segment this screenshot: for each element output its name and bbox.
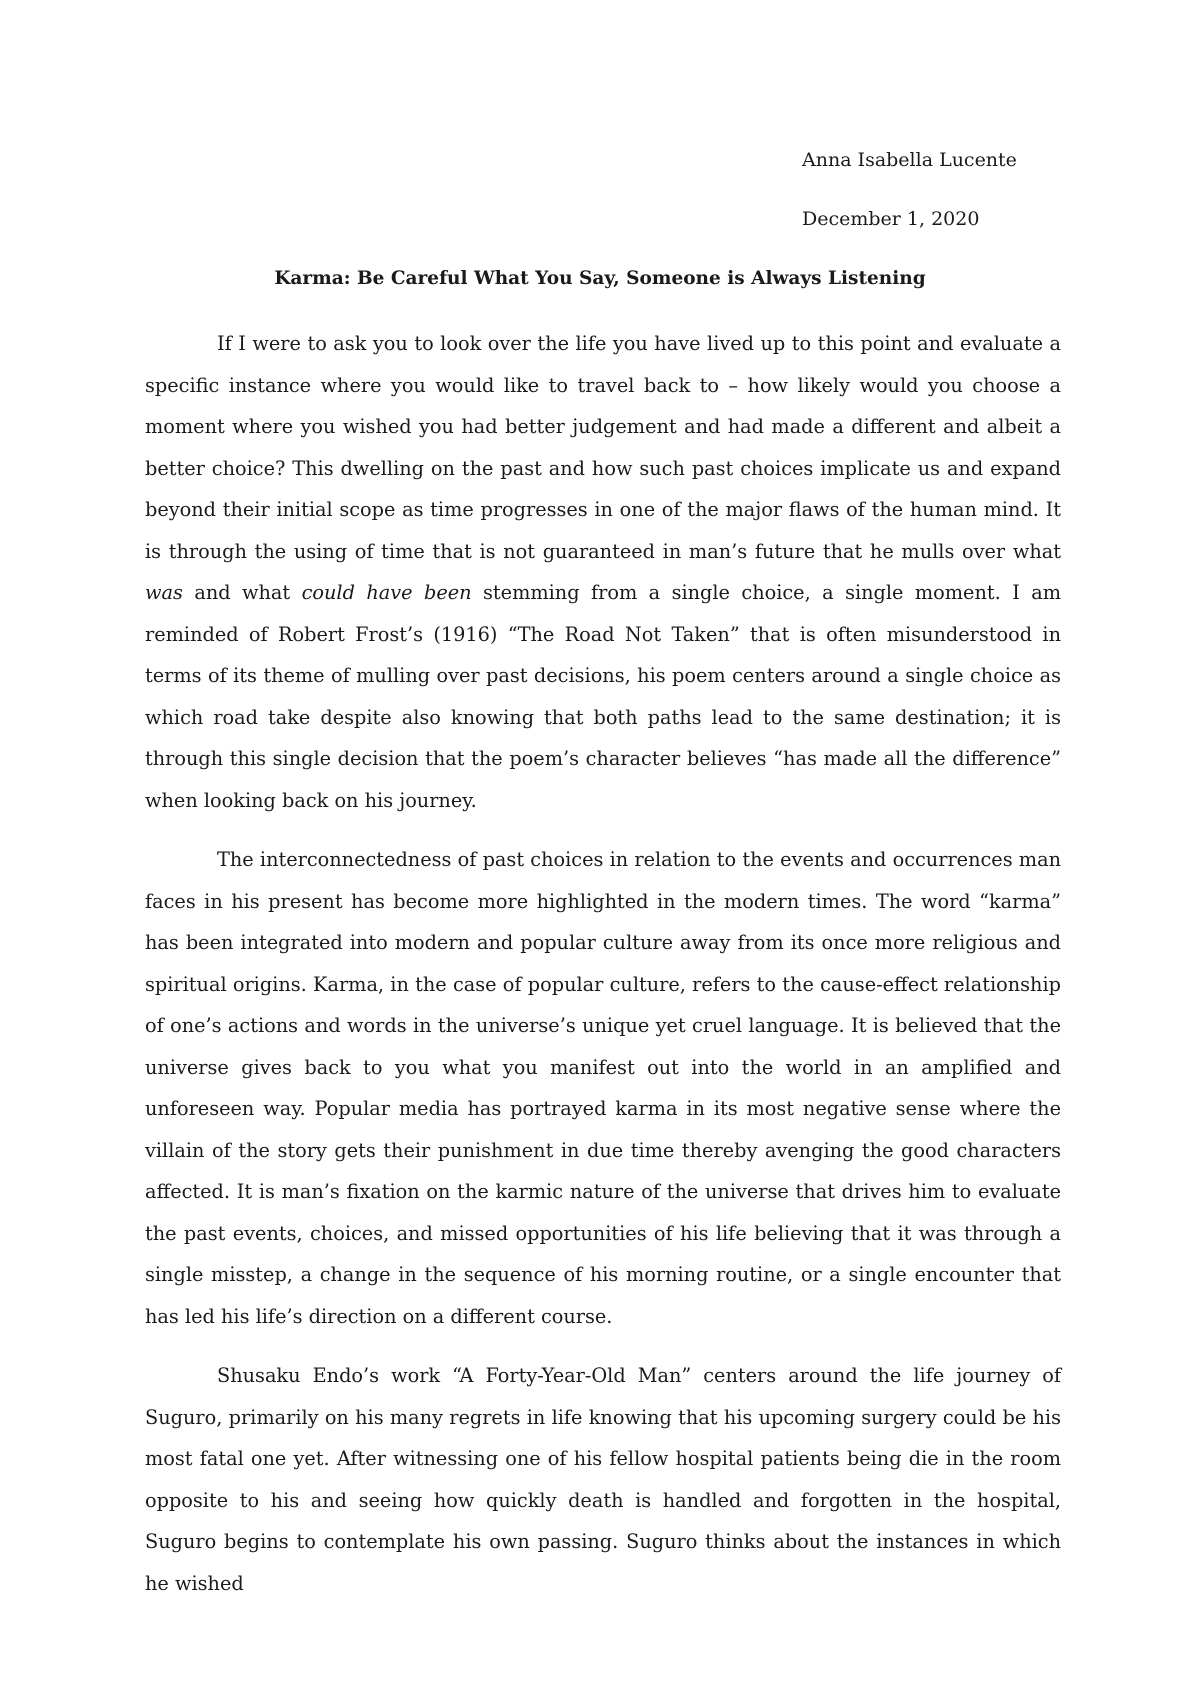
paragraph-1-text-c: stemming from a single choice, a single moment. I am reminded of Robert Frost’s (1916) “The Road Not Taken” that is often misunderstood in terms of its theme of mulling over past decisions, his poem centers around a single choice as which road take despite also knowing that both paths lead to the same destination; it is through this single decision that the poem’s character believes “has made all the difference” when looking back on his journey. xyxy=(145,581,1062,812)
paragraph-2: The interconnectedness of past choices in relation to the events and occurrences man faces in his present has become more highlighted in the modern times. The word “karma” has been integrated into modern and popular culture away from its once more religious and spiritual origins. Karma, in the case of popular culture, refers to the cause-effect relationship of one’s actions and words in the universe’s unique yet cruel language. It is believed that the universe gives back to you what you manifest out into the world in an amplified and unforeseen way. Popular media has portrayed karma in its most negative sense where the villain of the story gets their punishment in due time thereby avenging the good characters affected. It is man’s fixation on the karmic nature of the universe that drives him to evaluate the past events, choices, and missed opportunities of his life believing that it was through a single misstep, a change in the sequence of his morning routine, or a single encounter that has led his life’s direction on a different course. xyxy=(145,848,1061,1328)
paragraph-1-text-a: If I were to ask you to look over the life you have lived up to this point and evaluate a specific instance where you would like to travel back to – how likely would you choose a moment where you wished you had better judgement and had made a different and albeit a better choice? This dwelling on the past and how such past choices implicate us and expand beyond their initial scope as time progresses in one of the major flaws of the human mind. It is through the using of time that is not guaranteed in man’s future that he mulls over what xyxy=(145,332,1061,563)
paragraph-1 xyxy=(145,323,1061,821)
paragraph-3: Shusaku Endo’s work “A Forty-Year-Old Man” centers around the life journey of Suguro, primarily on his many regrets in life knowing that his upcoming surgery could be his most fatal one yet. After witnessing one of his fellow hospital patients being die in the room opposite to his and seeing how quickly death is handled and forgotten in the hospital, Suguro begins to contemplate his own passing. Suguro thinks about the instances in which he wished xyxy=(145,1364,1061,1595)
author-name: Anna Isabella Lucente xyxy=(802,149,1017,171)
paragraph-1-text-b: and what xyxy=(182,581,302,604)
document-title: Karma: Be Careful What You Say, Someone is Always Listening xyxy=(274,268,926,289)
emphasis-was: was xyxy=(145,581,183,604)
document-date: December 1, 2020 xyxy=(802,208,980,230)
essay-body xyxy=(145,323,1061,1622)
emphasis-could-have-been: could have been xyxy=(301,581,472,604)
